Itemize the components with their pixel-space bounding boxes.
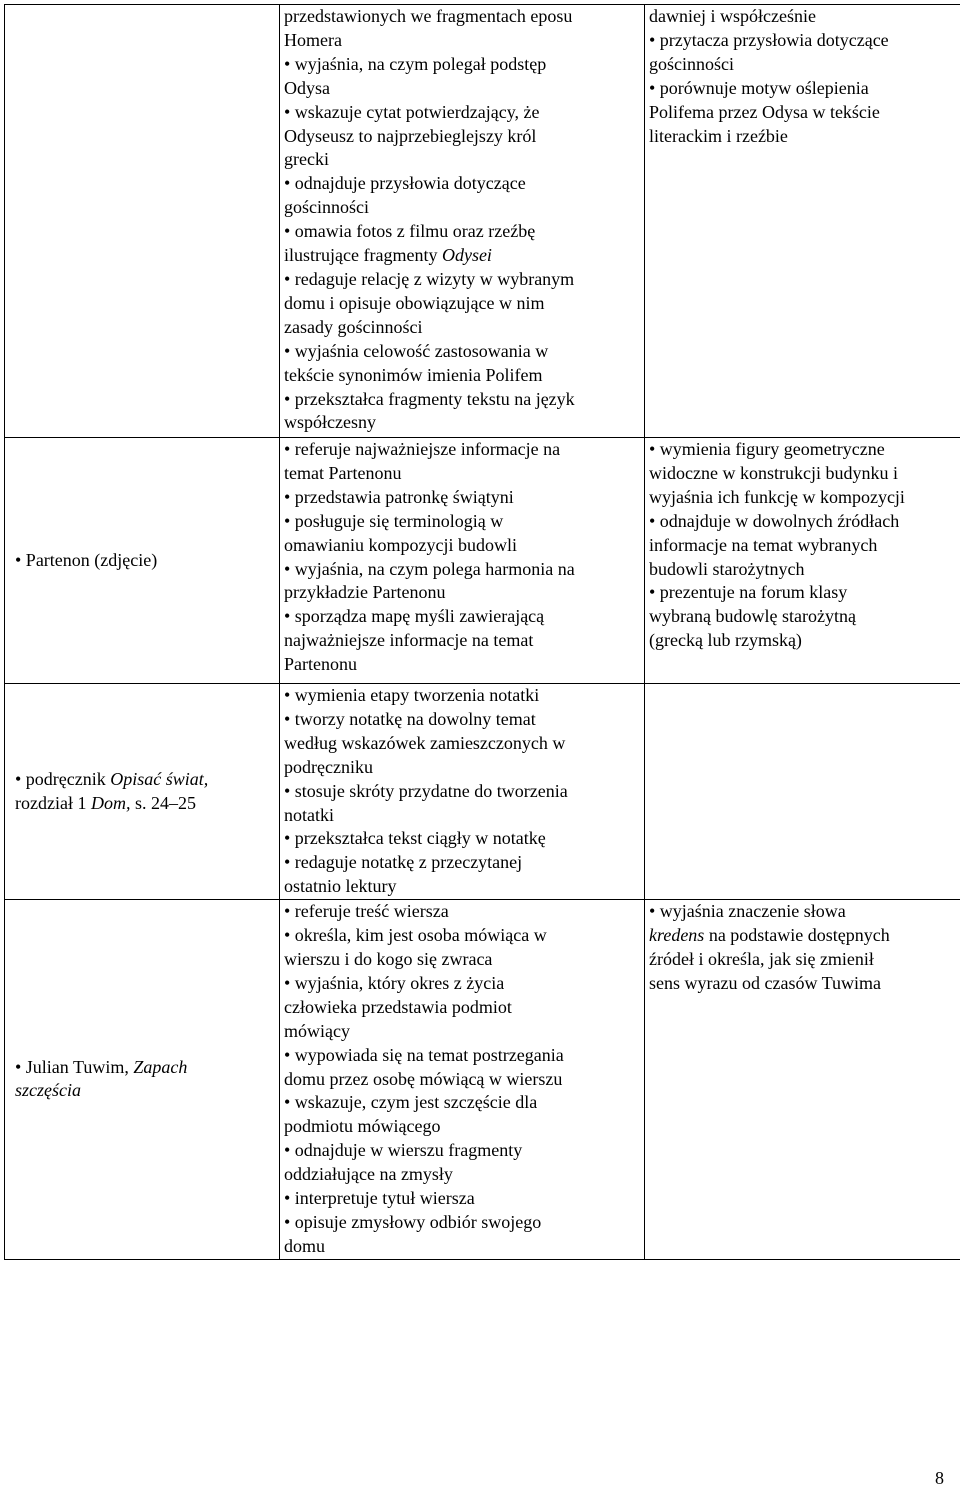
list-item: • wskazuje cytat potwierdzający, że Odyseusz to najprzebieglejszy król grecki [284,101,540,170]
list-item: • wyjaśnia znaczenie słowa kredens na podstawie dostępnych źródeł i określa, jak się zmienił sens wyrazu od czasów Tuwima [649,901,890,993]
list-item: dawniej i współcześnie [649,6,816,26]
list-item: • przekształca fragmenty tekstu na język współczesny [284,388,575,433]
source-cell [5,684,280,900]
basic-skills-cell [280,5,645,438]
list-item: • wyjaśnia celowość zastosowania w tekście synonimów imienia Polifem [284,340,549,385]
list-item: • prezentuje na forum klasy wybraną budowlę starożytną (grecką lub rzymską) [649,582,856,651]
basic-skills-cell [280,438,645,684]
list-item: • odnajduje przysłowia dotyczące gościnności [284,173,526,218]
list-item: • wypowiada się na temat postrzegania domu przez osobę mówiącą w wierszu [284,1044,564,1089]
list-item: • wymienia etapy tworzenia notatki [284,685,540,705]
list-item: • porównuje motyw oślepienia Polifema przez Odysa w tekście literackim i rzeźbie [649,77,880,146]
list-item: • omawia fotos z filmu oraz rzeźbę ilustrujące fragmenty Odysei [284,221,536,266]
list-item: • stosuje skróty przydatne do tworzenia notatki [284,780,568,825]
list-item: • wyjaśnia, na czym polega harmonia na przykładzie Partenonu [284,558,575,603]
table-row [5,900,960,1260]
list-item: • odnajduje w dowolnych źródłach informacje na temat wybranych budowli starożytnych [649,510,900,579]
extended-skills-cell [645,684,960,900]
list-item: • wyjaśnia, na czym polegał podstęp Odysa [284,53,547,98]
list-item: • odnajduje w wierszu fragmenty oddziałujące na zmysły [284,1140,523,1185]
list-item: • wymienia figury geometryczne widoczne w konstrukcji budynku i wyjaśnia ich funkcję w kompozycji [649,439,905,507]
curriculum-table [4,4,960,1260]
source-text: szczęścia [15,1080,81,1101]
list-item: • redaguje notatkę z przeczytanej ostatnio lektury [284,852,523,897]
list-item: • sporządza mapę myśli zawierającą najważniejsze informacje na temat Partenonu [284,606,545,675]
list-item: • referuje najważniejsze informacje na temat Partenonu [284,439,561,483]
source-text: • podręcznik Opisać świat, [15,768,209,789]
list-item: • interpretuje tytuł wiersza [284,1188,475,1209]
table-row [5,438,960,684]
list-item: • tworzy notatkę na dowolny temat według wskazówek zamieszczonych w podręczniku [284,708,566,777]
list-item: • posługuje się terminologią w omawianiu kompozycji budowli [284,510,517,555]
list-item: • wyjaśnia, który okres z życia człowieka przedstawia podmiot mówiący [284,972,512,1041]
source-cell [5,900,280,1260]
list-item: • opisuje zmysłowy odbiór swojego domu [284,1211,542,1256]
list-item: • przekształca tekst ciągły w notatkę [284,828,546,849]
extended-skills-cell [645,5,960,438]
extended-skills-cell [645,900,960,1260]
source-cell [5,438,280,684]
list-item: • referuje treść wiersza [284,901,449,922]
basic-skills-cell [280,684,645,900]
list-item: • określa, kim jest osoba mówiąca w wierszu i do kogo się zwraca [284,925,547,969]
source-cell [5,5,280,438]
list-item: • przytacza przysłowia dotyczące gościnności [649,29,889,74]
list-item: • redaguje relację z wizyty w wybranym domu i opisuje obowiązujące w nim zasady gościnności [284,268,575,337]
page-number: 8 [935,1468,944,1488]
list-item: • wskazuje, czym jest szczęście dla podmiotu mówiącego [284,1092,538,1137]
extended-skills-cell [645,438,960,684]
table-row [5,684,960,900]
source-text: • Julian Tuwim, Zapach [15,1056,188,1077]
table-row [5,5,960,438]
source-text: • Partenon (zdjęcie) [15,549,158,570]
basic-skills-cell [280,900,645,1260]
list-item: • przedstawia patronkę świątyni [284,486,514,507]
source-text: rozdział 1 Dom, s. 24–25 [15,792,196,813]
list-item: przedstawionych we fragmentach eposu Homera [284,6,573,50]
